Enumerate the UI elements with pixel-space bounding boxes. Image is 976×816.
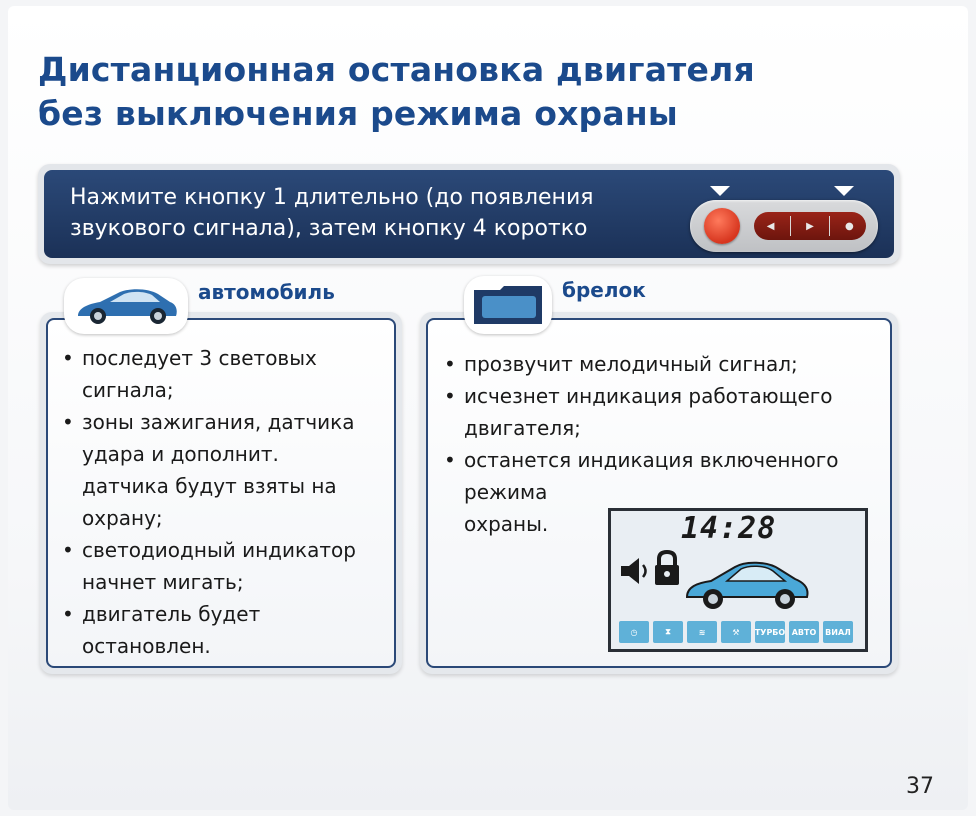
lcd-auto-icon: ABTO bbox=[789, 621, 819, 643]
title-line-2: без выключения режима охраны bbox=[38, 94, 678, 133]
lcd-dial-icon: ВИАЛ bbox=[823, 621, 853, 643]
lcd-turbo-icon: TУPБO bbox=[755, 621, 785, 643]
instruction-text bbox=[70, 182, 670, 244]
lcd-time: 14:28 bbox=[681, 511, 777, 546]
fob-icon-bubble bbox=[464, 276, 552, 334]
list-item: • светодиодный индикатор начнет мигать; bbox=[58, 534, 398, 598]
list-item: • последует 3 световых сигнала; bbox=[58, 342, 398, 406]
button-right-arrow-icon: ▶ bbox=[806, 220, 814, 232]
button-left-arrow-icon: ◀ bbox=[766, 220, 775, 232]
list-item: • двигатель будет остановлен. bbox=[58, 598, 398, 662]
instruction-line-1: Нажмите кнопку 1 длительно (до появления bbox=[70, 185, 594, 210]
lcd-clock-icon: ◷ bbox=[619, 621, 649, 643]
car-icon-bubble bbox=[64, 278, 188, 334]
button-4-marker-icon bbox=[834, 186, 854, 196]
title-line-1: Дистанционная остановка двигателя bbox=[38, 50, 755, 89]
car-icon bbox=[70, 282, 182, 330]
lcd-signal-icon: ≋ bbox=[687, 621, 717, 643]
list-item: • исчезнет индикация работающего двигателя; bbox=[440, 380, 890, 444]
fob-panel-label: брелок bbox=[562, 278, 646, 302]
lcd-hourglass-icon: ⧗ bbox=[653, 621, 683, 643]
car-icon bbox=[683, 551, 813, 615]
remote-button-group bbox=[754, 212, 866, 240]
lock-icon bbox=[651, 549, 683, 587]
siren-icon bbox=[617, 553, 653, 589]
button-1-marker-icon bbox=[710, 186, 730, 196]
lcd-icon-row bbox=[619, 621, 853, 643]
list-item: • прозвучит мелодичный сигнал; bbox=[440, 348, 890, 380]
instruction-line-2: звукового сигнала), затем кнопку 4 коротко bbox=[70, 216, 588, 241]
page-title bbox=[38, 48, 755, 136]
fob-lcd-display bbox=[608, 508, 868, 652]
car-panel-list bbox=[58, 342, 398, 662]
remote-buttons-icon bbox=[690, 200, 878, 252]
instruction-banner bbox=[38, 164, 900, 264]
button-4-dot-icon: ● bbox=[844, 220, 854, 232]
list-item: • зоны зажигания, датчика удара и дополнит. датчика будут взяты на охрану; bbox=[58, 406, 398, 534]
key-fob-icon bbox=[470, 282, 546, 328]
car-panel-label: автомобиль bbox=[198, 280, 335, 304]
page-number: 37 bbox=[906, 774, 934, 799]
instruction-banner-inner bbox=[44, 170, 894, 258]
list-item: • останется индикация включенного режима охраны. bbox=[440, 444, 890, 540]
lcd-wrench-icon: ⚒ bbox=[721, 621, 751, 643]
button-1-red bbox=[704, 208, 740, 244]
